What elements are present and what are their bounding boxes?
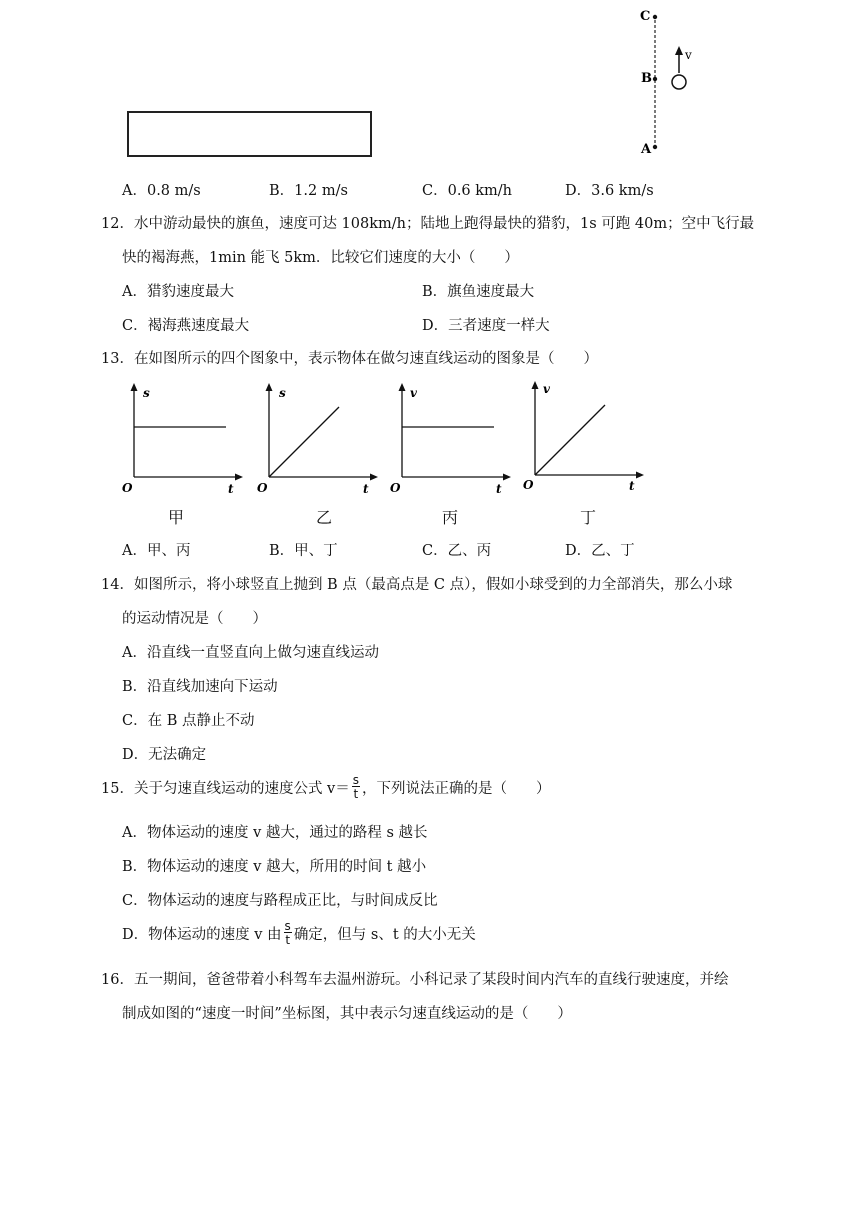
q15-option-b[interactable]: B．物体运动的速度 v 越大，所用的时间 t 越小 [122, 859, 427, 875]
svg-text:t: t [228, 482, 234, 496]
q14-stem-line2: 的运动情况是（ ） [122, 611, 267, 627]
svg-text:t: t [363, 482, 369, 496]
q13-stem: 13．在如图所示的四个图象中，表示物体在做匀速直线运动的图象是（ ） [101, 351, 598, 367]
svg-text:s: s [279, 386, 286, 400]
q13-option-b[interactable]: B．甲、丁 [269, 543, 338, 559]
svg-text:t: t [629, 479, 635, 493]
q11-option-b[interactable]: B．1.2 m/s [269, 183, 348, 199]
q14-option-c[interactable]: C．在 B 点静止不动 [122, 713, 255, 729]
cba-motion-figure [630, 5, 710, 160]
q13-option-c[interactable]: C．乙、丙 [422, 543, 492, 559]
svg-text:v: v [410, 386, 417, 400]
label-b: B [641, 71, 652, 86]
graph-yi-line [269, 407, 339, 477]
q12-option-b[interactable]: B．旗鱼速度最大 [422, 284, 535, 300]
q13-option-a[interactable]: A．甲、丙 [122, 543, 191, 559]
velocity-arrow-head [675, 46, 683, 55]
graph-ding [519, 378, 649, 498]
label-v: v [685, 48, 692, 62]
q12-option-c[interactable]: C．褐海燕速度最大 [122, 318, 250, 334]
svg-text:O: O [390, 481, 401, 495]
q12-option-a[interactable]: A．猎豹速度最大 [122, 284, 234, 300]
q15-option-a[interactable]: A．物体运动的速度 v 越大，通过的路程 s 越长 [122, 825, 428, 841]
q15-stem [101, 773, 551, 802]
q16-stem-line1: 16．五一期间，爸爸带着小科驾车去温州游玩。小科记录了某段时间内汽车的直线行驶速度，并绘 [101, 972, 729, 988]
q12-stem-line1: 12．水中游动最快的旗鱼，速度可达 108km/h；陆地上跑得最快的猎豹，1s 可跑 40m；空中飞行最 [101, 216, 755, 232]
svg-text:t: t [496, 482, 502, 496]
q12-stem-line2: 快的褐海燕，1min 能飞 5km．比较它们速度的大小（ ） [122, 250, 519, 266]
point-c [653, 15, 657, 19]
q16-stem-line2: 制成如图的“速度一时间”坐标图，其中表示匀速直线运动的是（ ） [122, 1006, 572, 1022]
svg-text:O: O [523, 478, 534, 492]
q12-option-d[interactable]: D．三者速度一样大 [422, 318, 550, 334]
point-b [653, 77, 657, 81]
label-a: A [641, 142, 652, 157]
graph-jia-caption: 甲 [168, 508, 185, 527]
graph-bing [386, 380, 516, 500]
q14-option-a[interactable]: A．沿直线一直竖直向上做匀速直线运动 [122, 645, 379, 661]
graph-ding-line [535, 405, 605, 475]
graph-ding-caption: 丁 [580, 508, 597, 527]
svg-text:O: O [257, 481, 268, 495]
q14-option-b[interactable]: B．沿直线加速向下运动 [122, 679, 278, 695]
label-c: C [640, 9, 651, 24]
q15-option-d-suffix: 确定，但与 s、t 的大小无关 [293, 927, 476, 943]
q14-stem-line1: 14．如图所示，将小球竖直上抛到 B 点（最高点是 C 点），假如小球受到的力全部消失，那么小球 [101, 577, 733, 593]
q15-stem-suffix: ，下列说法正确的是（ ） [362, 781, 551, 797]
q15-fraction: $\frac{s}{t}$ [352, 773, 360, 801]
q14-option-d[interactable]: D．无法确定 [122, 747, 207, 763]
svg-text:O: O [122, 481, 133, 495]
rectangle-figure [127, 111, 372, 157]
graph-jia [118, 380, 248, 500]
q11-option-a[interactable]: A．0.8 m/s [122, 183, 201, 199]
point-a [653, 145, 657, 149]
svg-text:s: s [143, 386, 150, 400]
graph-yi [253, 380, 383, 500]
graph-bing-caption: 丙 [442, 508, 459, 527]
svg-text:v: v [543, 382, 550, 396]
q11-option-d[interactable]: D．3.6 km/s [565, 183, 654, 199]
ball [672, 75, 686, 89]
q15-option-c[interactable]: C．物体运动的速度与路程成正比，与时间成反比 [122, 893, 438, 909]
graph-yi-caption: 乙 [316, 508, 333, 527]
q15-option-d-prefix: D．物体运动的速度 v 由 [122, 927, 282, 943]
q15-stem-prefix: 15．关于匀速直线运动的速度公式 v＝ [101, 781, 350, 797]
q15-option-d-fraction: $\frac{s}{t}$ [284, 919, 291, 947]
q13-option-d[interactable]: D．乙、丁 [565, 543, 635, 559]
q15-option-d[interactable] [122, 919, 476, 948]
q11-option-c[interactable]: C．0.6 km/h [422, 183, 513, 199]
